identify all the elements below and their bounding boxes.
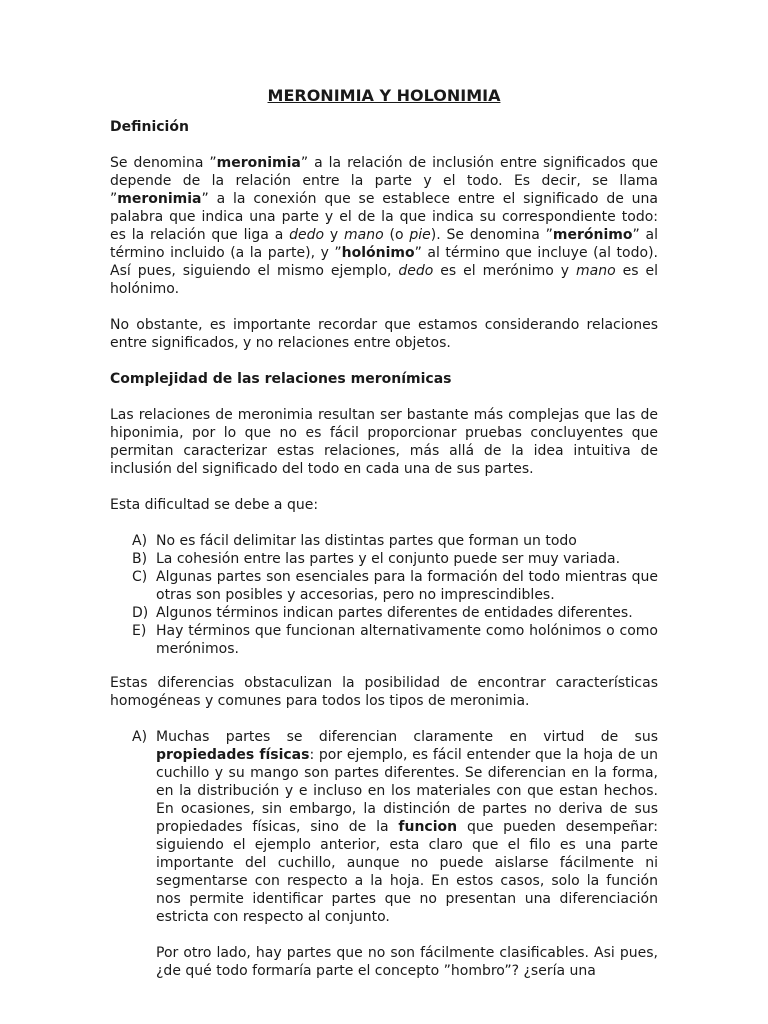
bold-term: holónimo [341, 245, 415, 261]
list-marker: C) [132, 569, 148, 585]
list-item [110, 532, 658, 550]
bold-term: funcion [398, 819, 458, 835]
paragraph-relaciones: Las relaciones de meronimia resultan ser bastante más complejas que las de hiponimia, por lo que no es fácil proporcionar pruebas concluyentes que permitan caracterizar estas relaciones, más allá de la idea intuitiva de inclusión del significado del todo en cada una de sus partes. [110, 407, 658, 477]
list-marker: A) [132, 729, 148, 745]
text-run: que pueden desempeñar: siguiendo el ejemplo anterior, esta claro que el filo es una parte importante del cuchillo, aunque no puede aislarse fácilmente ni segmentarse con respecto a la hoja. En estos casos, solo la función nos permite identificar partes que no presentan una diferenciación estricta con respecto al conjunto. [156, 819, 658, 925]
list-marker: E) [132, 623, 147, 639]
text-run: ” al término que incluye (al todo). Así pues, siguiendo el mismo ejemplo, [110, 245, 658, 279]
text-run: Muchas partes se diferencian claramente en virtud de sus [156, 729, 658, 745]
paragraph-diferencias: Estas diferencias obstaculizan la posibilidad de encontrar características homogéneas y comunes para todos los tipos de meronimia. [110, 675, 658, 709]
list-item [110, 622, 658, 658]
bold-term: propiedades físicas [156, 747, 310, 763]
list-item [110, 550, 658, 568]
list-item [110, 568, 658, 604]
list-item [110, 728, 658, 980]
text-run: ” al término incluido (a la parte), y ” [110, 227, 659, 261]
text-run: : por ejemplo, es fácil entender que la hoja de un cuchillo y su mango son partes diferentes. Se diferencian en la forma, en la distribución y e incluso en los materiales con que estan hechos. En ocasiones, sin embargo, la distinción de partes no deriva de sus propiedades físicas, sino de la [156, 747, 658, 835]
italic-term: mano [344, 227, 384, 243]
text-run: es el holónimo. [110, 263, 658, 297]
list-item-text: La cohesión entre las partes y el conjunto puede ser muy variada. [156, 551, 621, 567]
list-marker: D) [132, 605, 149, 621]
paragraph-no-obstante: No obstante, es importante recordar que estamos considerando relaciones entre significados, y no relaciones entre objetos. [110, 317, 658, 351]
paragraph-definicion [110, 154, 658, 298]
paragraph-dificultad: Esta dificultad se debe a que: [110, 497, 319, 513]
difficulty-list [110, 532, 658, 658]
list-item-text: No es fácil delimitar las distintas partes que forman un todo [156, 533, 577, 549]
list-marker: A) [132, 533, 148, 549]
text-run: ). Se denomina ” [430, 227, 553, 243]
text-run: Se denomina ” [110, 155, 217, 171]
italic-term: mano [576, 263, 616, 279]
list-item [110, 604, 658, 622]
section-heading-complejidad: Complejidad de las relaciones meronímicas [110, 371, 452, 387]
bold-term: meronimia [117, 191, 202, 207]
bold-term: meronimia [216, 155, 301, 171]
italic-term: dedo [289, 227, 325, 243]
list-item-text: Algunos términos indican partes diferentes de entidades diferentes. [156, 605, 633, 621]
list-item-paragraph: Por otro lado, hay partes que no son fácilmente clasificables. Asi pues, ¿de qué todo formaría parte el concepto ”hombro”? ¿sería una [156, 945, 658, 979]
text-run: ” a la conexión que se establece entre el significado de una palabra que indica una parte y el de la que indica su correspondiente todo: es la relación que liga a [110, 191, 658, 243]
text-run: es el merónimo y [433, 263, 577, 279]
text-run: ” a la relación de inclusión entre significados que depende de la relación entre la parte y el todo. Es decir, se llama ” [110, 155, 658, 207]
bold-term: merónimo [552, 227, 633, 243]
list-marker: B) [132, 551, 148, 567]
list-item-paragraph [156, 728, 658, 926]
properties-list [110, 728, 658, 980]
italic-term: dedo [398, 263, 434, 279]
list-item-text: Hay términos que funcionan alternativamente como holónimos o como merónimos. [156, 623, 658, 657]
text-run: y [324, 227, 345, 243]
section-heading-definicion: Definición [110, 119, 189, 135]
italic-term: pie [409, 227, 431, 243]
text-run: (o [383, 227, 410, 243]
list-item-text: Algunas partes son esenciales para la formación del todo mientras que otras son posibles y accesorias, pero no imprescindibles. [156, 569, 658, 603]
document-title: MERONIMIA Y HOLONIMIA [267, 86, 501, 105]
